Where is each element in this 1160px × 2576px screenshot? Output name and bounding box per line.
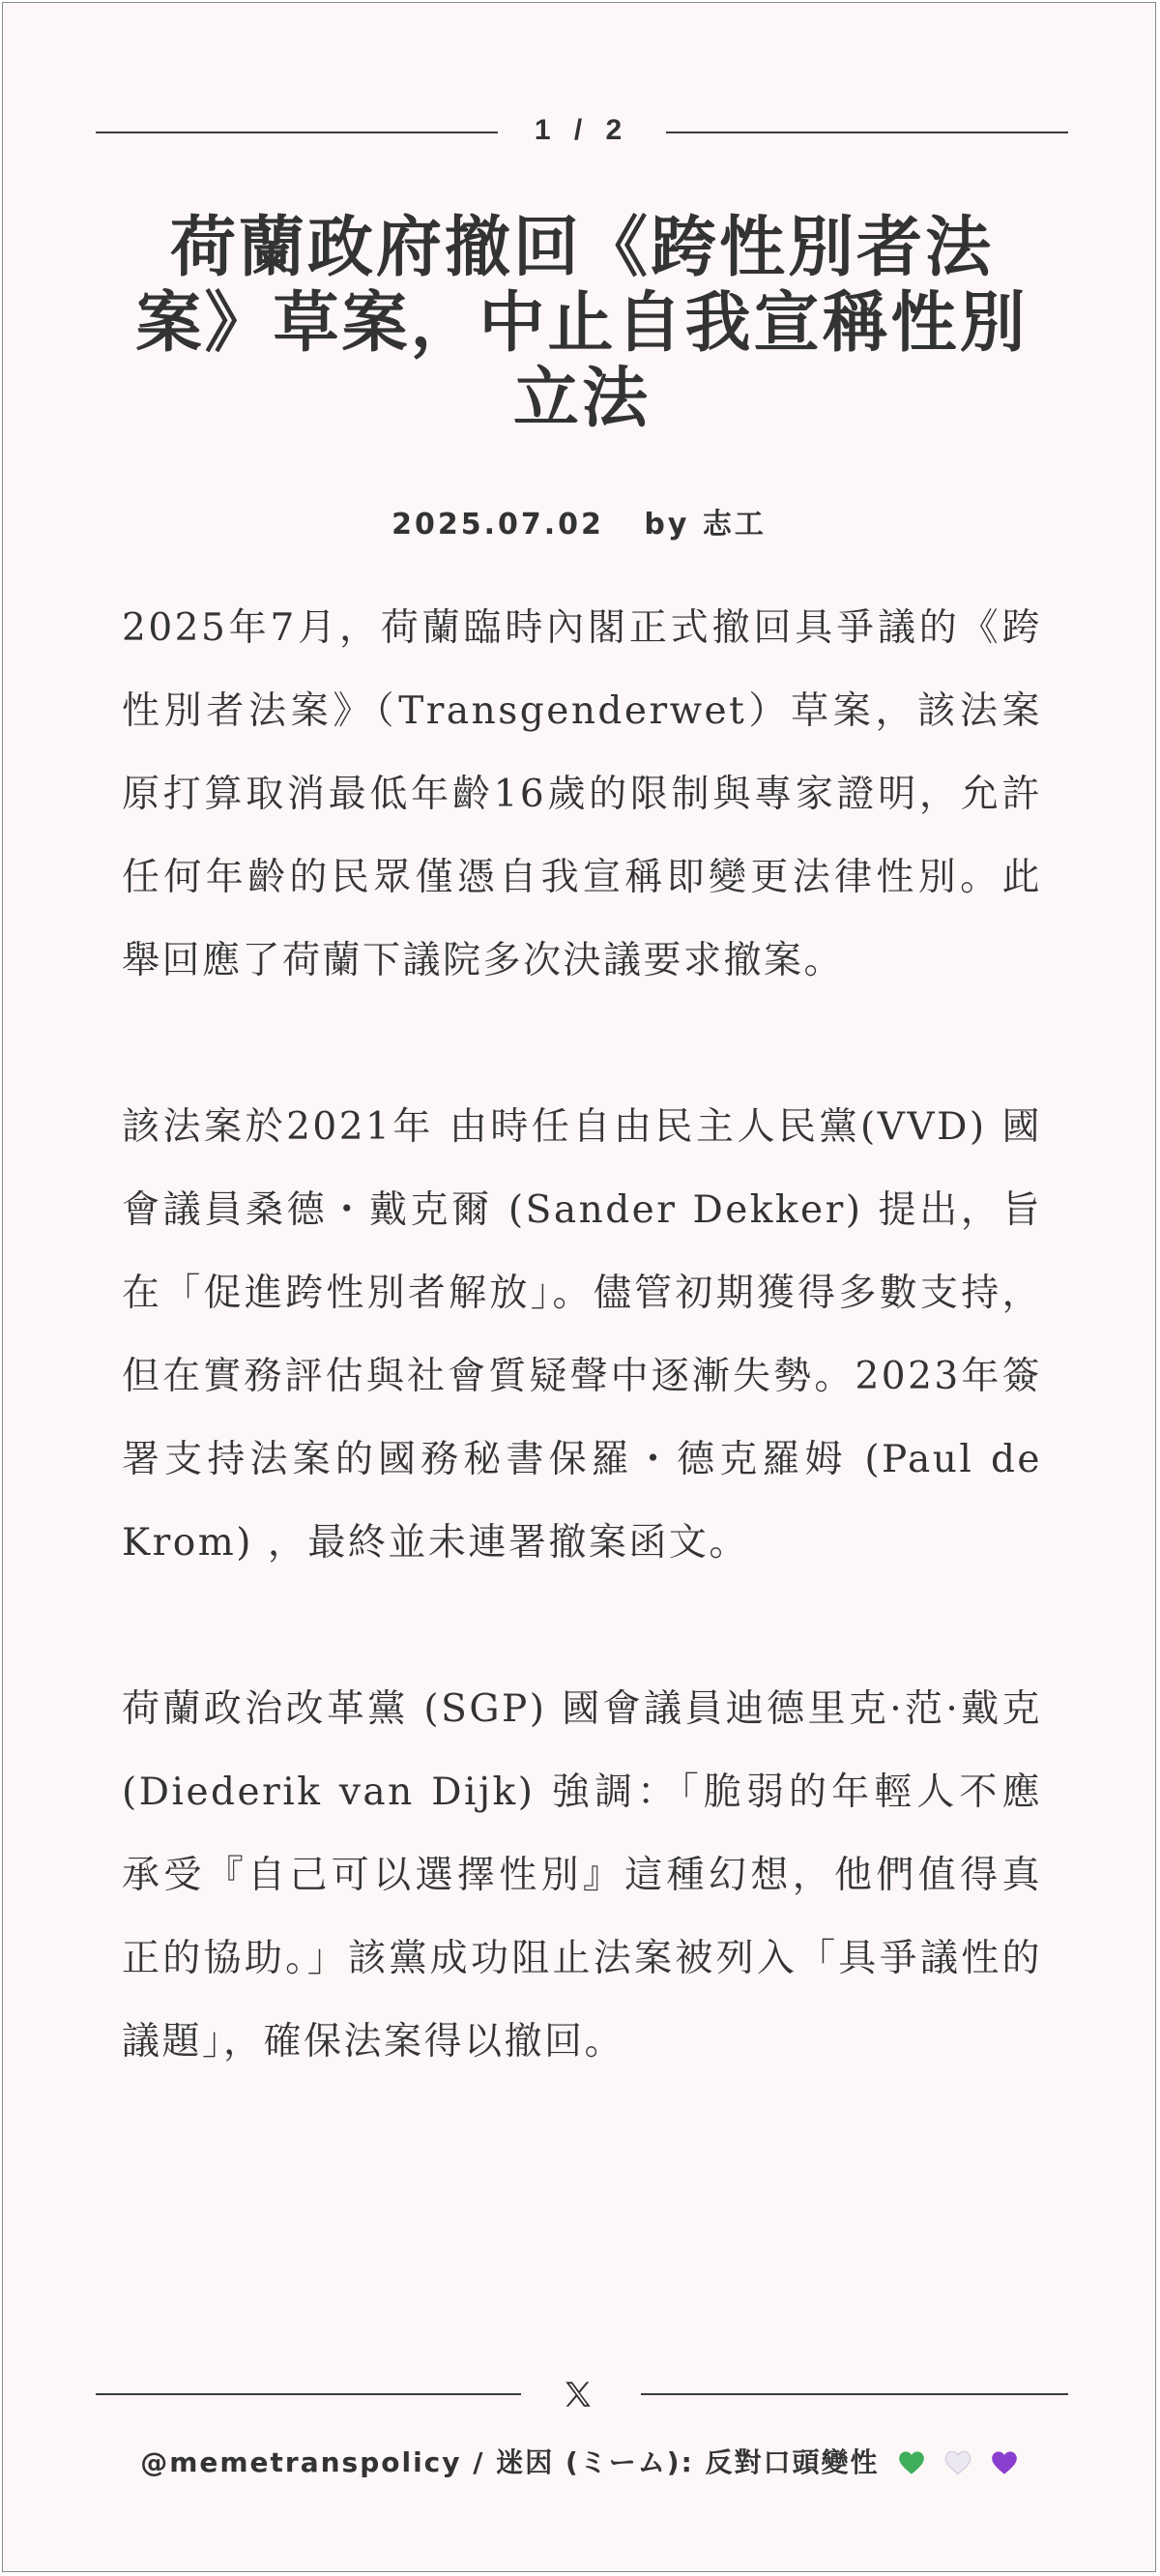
paragraph: 該法案於2021年 由時任自由民主人民黨(VVD) 國會議員桑德・戴克爾 (Sander Dekker) 提出，旨在「促進跨性別者解放」。儘管初期獲得多數支持，但在實務評估與社會質疑聲中逐漸失勢。2023年簽署支持法案的國務秘書保羅・德克羅姆 (Paul de Krom) ，最終並未連署撤案函文。: [122, 1105, 1042, 1565]
footer-divider: [96, 2393, 521, 2395]
byline: [3, 500, 1155, 542]
post-card: [2, 2, 1156, 2572]
paragraph: 荷蘭政治改革黨 (SGP) 國會議員迪德里克·范·戴克 (Diederik van Dijk) 強調：「脆弱的年輕人不應承受『自己可以選擇性別』這種幻想，他們值得真正的協助。」該黨成功阻止法案被列入「具爭議性的議題」，確保法案得以撤回。: [122, 1687, 1042, 2064]
white-heart-icon: [944, 2450, 972, 2475]
publish-date: 2025.07.02: [392, 508, 604, 542]
page-number: 1 / 2: [534, 114, 630, 146]
footer-credit: [3, 2442, 1155, 2480]
paragraph: 2025年7月，荷蘭臨時內閣正式撤回具爭議的《跨性別者法案》（Transgenderwet）草案，該法案原打算取消最低年齡16歲的限制與專家證明，允許任何年齡的民眾僅憑自我宣稱即變更法律性別。此舉回應了荷蘭下議院多次決議要求撤案。: [122, 606, 1042, 982]
page-indicator: [96, 107, 1068, 156]
article-title: [90, 211, 1074, 437]
title-line: 立法: [512, 361, 651, 437]
purple-heart-icon: [991, 2450, 1018, 2475]
green-heart-icon: [898, 2450, 925, 2475]
x-logo-icon: [562, 2378, 594, 2411]
title-line: 荷蘭政府撤回《跨性別者法: [169, 210, 994, 286]
title-line: 案》草案，中止自我宣稱性別: [135, 285, 1029, 362]
footer-divider: [641, 2393, 1068, 2395]
article-body: [122, 587, 1042, 2167]
divider-line: [666, 132, 1068, 133]
author: by 志工: [644, 508, 767, 542]
account-handle: @memetranspolicy / 迷因 (ミーム): 反對口頭變性: [140, 2446, 880, 2478]
